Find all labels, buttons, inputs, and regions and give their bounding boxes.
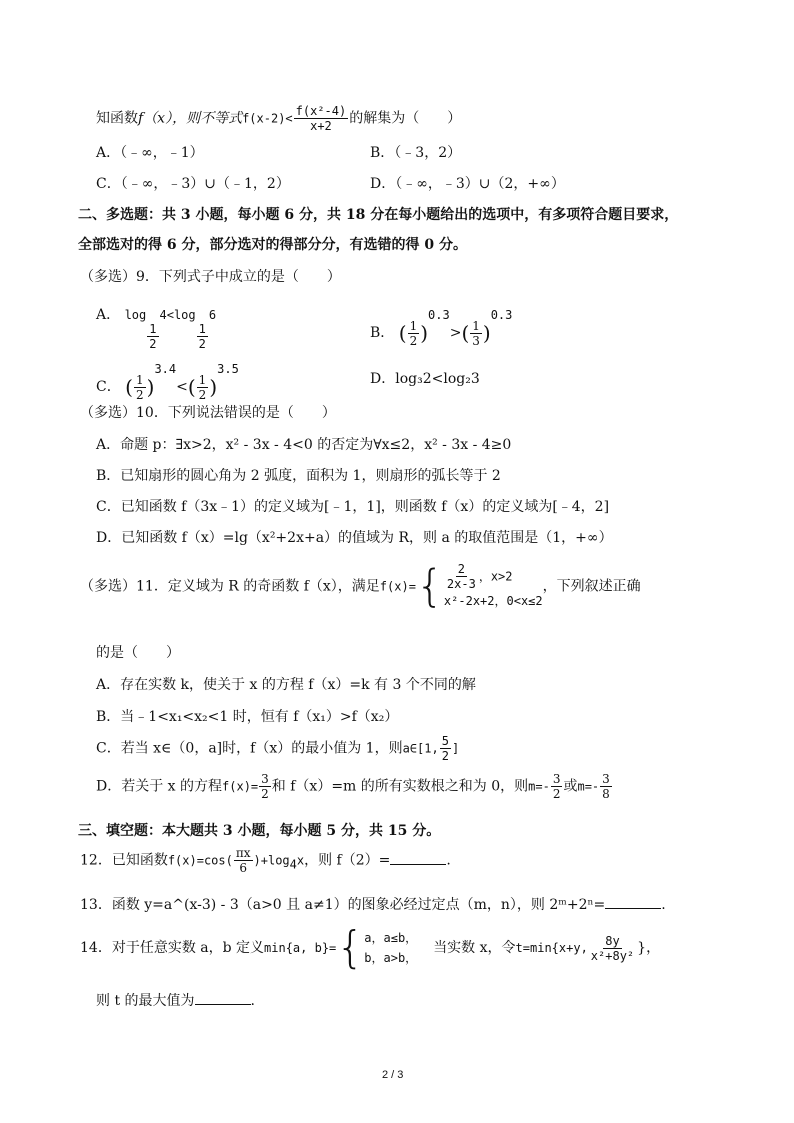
q9-c-half1: $\frac{1}{2}$ [135,372,144,402]
q13-answer-blank [605,894,661,909]
q11-stem-line2: 的是（ ） [96,645,180,661]
q11-option-c: C．若当 x∈（0，a]时，f（x）的最小值为 1，则a∈[1, $\frac{5}{2}$ ] [96,734,460,763]
q10-option-a: A．命题 p：∃x>2，x² - 3x - 4<0 的否定为∀x≤2，x² - 3x - 4≥0 [96,437,512,453]
q10-option-c: C．已知函数 f（3x﹣1）的定义域为[﹣1，1]，则函数 f（x）的定义域为[﹣4，2] [96,499,610,515]
q8-stem: 知函数f（x），则不等式f(x-2)< $\frac{\text{f(x²-4)}}{x+2}$ 的解集为（ ） [96,104,462,133]
q9-option-b: B． ( $\frac{1}{2}$ )$^{0.3}$>( $\frac{1}{3}$ )$^{0.3}$ [370,308,513,348]
q8-option-b: B．（﹣3，2） [370,145,462,161]
q8-option-d: D．（﹣∞，﹣3）∪（2，+∞） [370,176,565,192]
q11-piecewise: $\frac{2}{2x-3}$ ，x>2 x²-2x+2，0<x≤2 [443,562,543,608]
q10-stem: （多选）10．下列说法错误的是（ ） [80,405,336,421]
section3-heading: 三、填空题：本大题共 3 小题，每小题 5 分，共 15 分。 [78,823,441,839]
section2-heading: 二、多选题：共 3 小题，每小题 6 分，共 18 分在每小题给出的选项中，有多项符合题目要求， [78,207,679,223]
q11-option-b: B．当﹣1<x₁<x₂<1 时，恒有 f（x₁）>f（x₂） [96,709,399,725]
q10-option-d: D．已知函数 f（x）=lg（x²+2x+a）的值域为 R，则 a 的取值范围是（1，+∞） [96,530,613,546]
q9-option-a: A． log $\frac{1}{2}$ 4<log $\frac{1}{2}$ 6 [96,307,217,351]
q9-a-base1: $\frac{1}{2}$ [149,322,157,351]
q14: 14．对于任意实数 a，b 定义min{a, b}={ a，a≤b， b，a>b， 当实数 x，令t=min{x+y, $\frac{8y}{\text{x²+8y²}}$ }， [80,922,661,973]
q9-stem: （多选）9．下列式子中成立的是（ ） [80,269,341,285]
q9-option-d: D．log₃2<log₂3 [370,371,480,387]
q10-option-b: B．已知扇形的圆心角为 2 弧度，面积为 1，则扇形的弧长等于 2 [96,468,501,484]
q11-option-a: A．存在实数 k，使关于 x 的方程 f（x）=k 有 3 个不同的解 [96,677,476,693]
q13: 13．函数 y=a^(x-3) - 3（a>0 且 a≠1）的图象必经过定点（m，n），则 2ᵐ+2ⁿ= . [80,894,666,914]
q9-a-base2: $\frac{1}{2}$ [198,322,206,351]
q9-b-third: $\frac{1}{3}$ [472,318,480,348]
page-number: 2 / 3 [382,1069,404,1081]
q11-stem: （多选）11．定义域为 R 的奇函数 f（x），满足f(x)={ $\frac{2}{2x-3}$ ，x>2 x²-2x+2，0<x≤2 ，下列叙述正确 [80,560,641,612]
q9-b-half: $\frac{1}{2}$ [409,318,418,348]
q14-answer-blank [195,990,251,1005]
q9-c-half2: $\frac{1}{2}$ [198,372,207,402]
q9-option-c: C． ( $\frac{1}{2}$ )$^{3.4}$<( $\frac{1}{2}$ )$^{3.5}$ [96,362,239,402]
q12-answer-blank [390,850,446,865]
q14-line2: 则 t 的最大值为 . [96,990,255,1010]
section2-heading-line2: 全部选对的得 6 分，部分选对的得部分分，有选错的得 0 分。 [78,237,467,253]
q8-option-a: A．（﹣∞，﹣1） [96,145,204,161]
q11-option-d: D．若关于 x 的方程f(x)= $\frac{3}{2}$ 和 f（x）=m 的所有实数根之和为 0，则m=- $\frac{3}{2}$ 或m=- $\frac{3}{8}$ [96,772,610,801]
q8-fraction: $\frac{\text{f(x²-4)}}{x+2}$ [295,104,347,133]
q12: 12．已知函数f(x)=cos( $\frac{\pi x}{6}$ )$+\log_4x$，则 f（2）= . [80,846,451,875]
q8-option-c: C．（﹣∞，﹣3）∪（﹣1，2） [96,176,290,192]
